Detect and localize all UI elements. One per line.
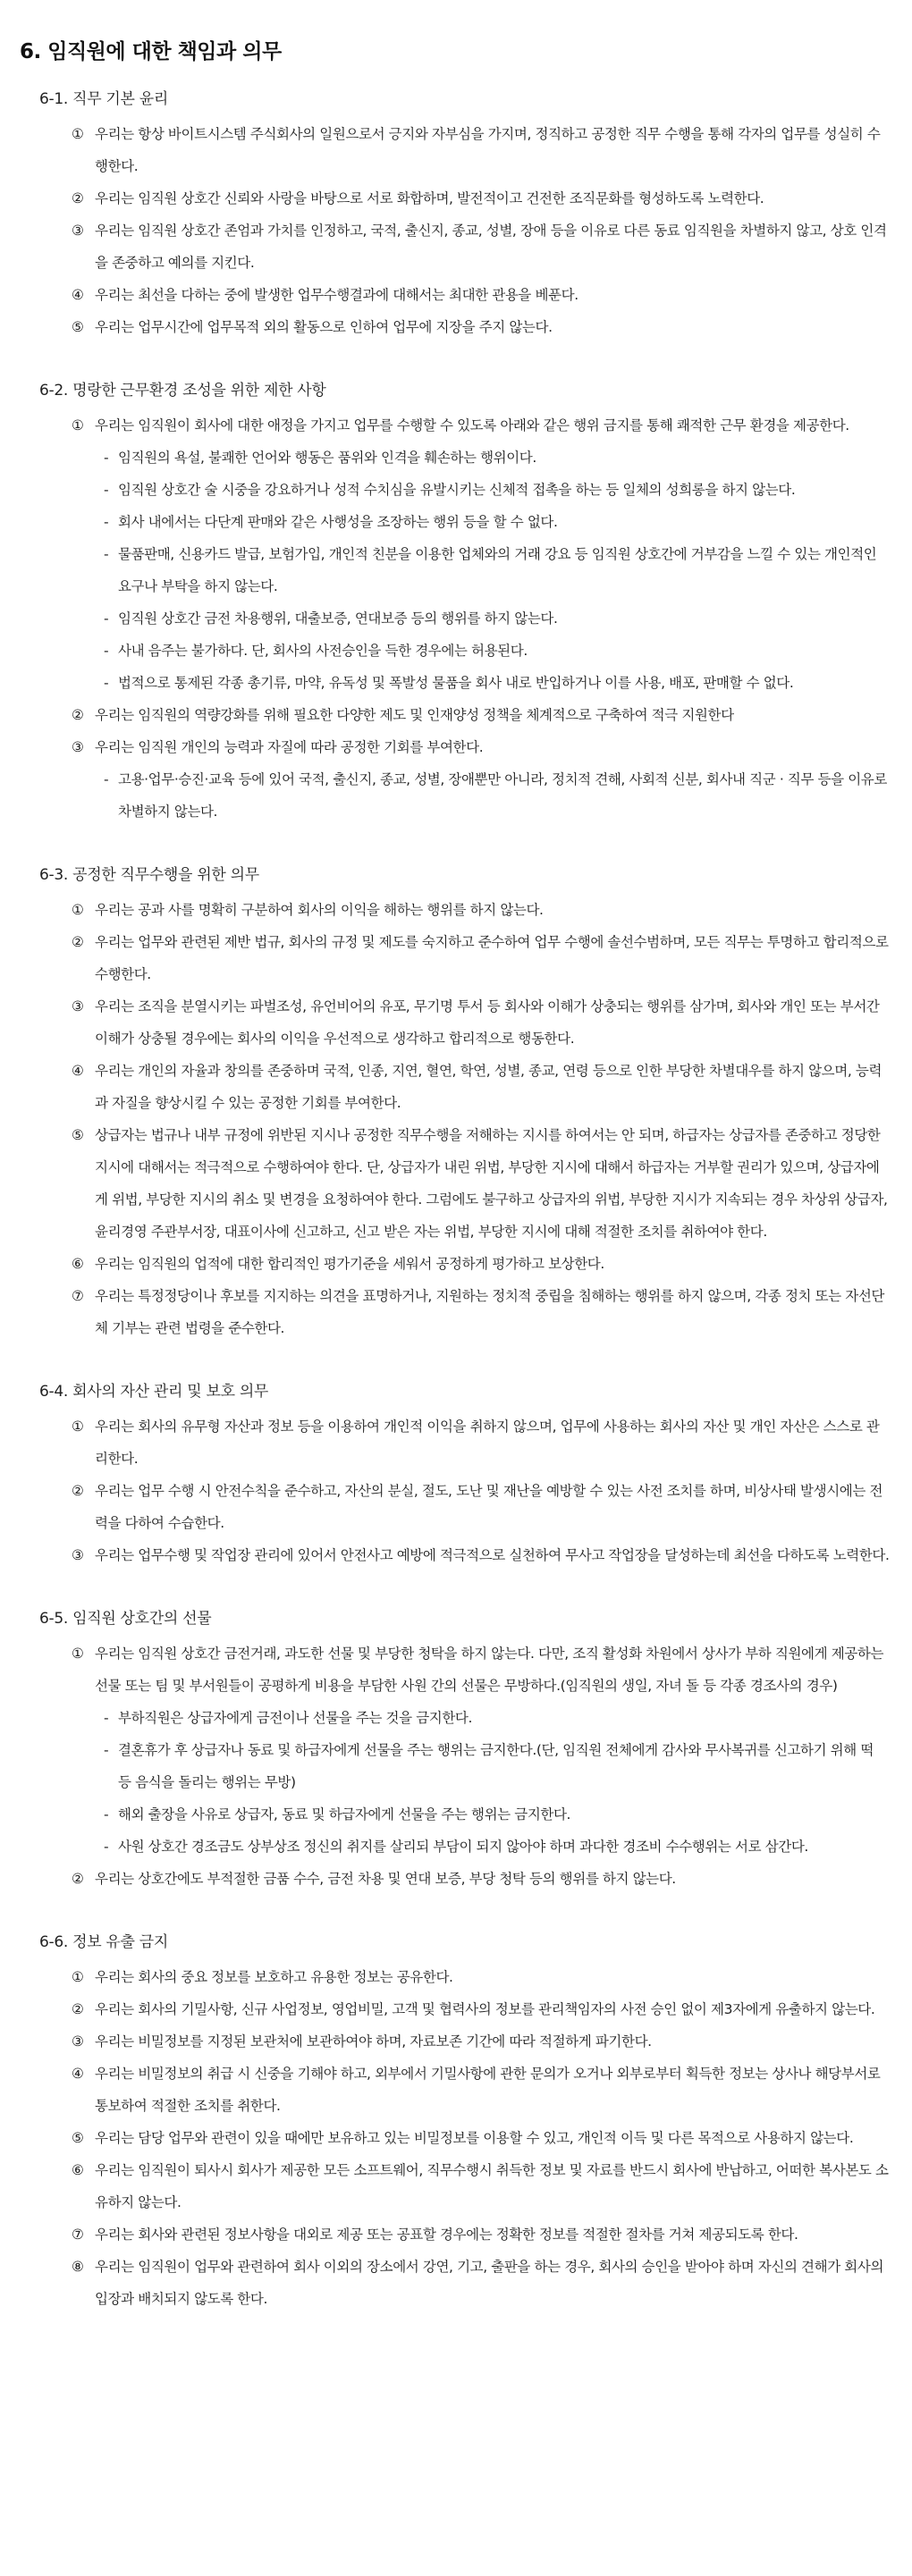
list-item [72, 182, 891, 215]
item-text: 우리는 비밀정보를 지정된 보관처에 보관하여야 하며, 자료보존 기간에 따라 적절하게 파기한다. [95, 2033, 652, 2050]
dash-bullet: - [104, 514, 109, 530]
section-title: 6-4. 회사의 자산 관리 및 보호 의무 [39, 1383, 269, 1401]
dash-bullet: - [104, 546, 109, 562]
list-item [72, 279, 891, 311]
list-item [72, 731, 891, 763]
dash-bullet: - [104, 1742, 109, 1758]
item-text: 우리는 특정정당이나 후보를 지지하는 의견을 표명하거나, 지원하는 정치적 중립을 침해하는 행위를 하지 않으며, 각종 정치 또는 자선단체 기부는 관련 법령을 준수한다. [95, 1288, 885, 1336]
list-item [72, 1539, 891, 1571]
sub-item-text: 회사 내에서는 다단계 판매와 같은 사행성을 조장하는 행위 등을 할 수 없다. [118, 514, 558, 530]
item-number: ② [72, 190, 84, 206]
sub-item-text: 임직원 상호간 금전 차용행위, 대출보증, 연대보증 등의 행위를 하지 않는다. [118, 610, 558, 627]
sub-item-text: 결혼휴가 후 상급자나 동료 및 하급자에게 선물을 주는 행위는 금지한다.(단, 임직원 전체에게 감사와 무사복귀를 신고하기 위해 떡 등 음식을 돌리는 행위는 무방) [118, 1742, 874, 1790]
section-title: 6-6. 정보 유출 금지 [39, 1933, 169, 1951]
sub-item [104, 667, 891, 699]
item-text: 상급자는 법규나 내부 규정에 위반된 지시나 공정한 직무수행을 저해하는 지시를 하여서는 안 되며, 하급자는 상급자를 존중하고 정당한 지시에 대해서는 적극적으로 수행하여야 한다. 단, 상급자가 내린 위법, 부당한 지시에 대해서 하급자는 거부할 권리가 있으며, 상급자에게 위법, 부당한 지시의 취소 및 변경을 요청하여야 한다. 그럼에도 불구하고 상급자의 위법, 부당한 지시가 지속되는 경우 차상위 상급자, 윤리경영 주관부서장, 대표이사에 신고하고, 신고 받은 자는 위법, 부당한 지시에 대해 적절한 조치를 취하여야 한다. [95, 1127, 888, 1240]
item-number: ⑥ [72, 1256, 84, 1272]
list-item [72, 2251, 891, 2315]
item-text: 우리는 최선을 다하는 중에 발생한 업무수행결과에 대해서는 최대한 관용을 베푼다. [95, 287, 578, 303]
page-title: 6. 임직원에 대한 책임과 의무 [20, 40, 282, 63]
sub-item [104, 602, 891, 635]
item-number: ④ [72, 2066, 84, 2082]
section-title: 6-5. 임직원 상호간의 선물 [39, 1610, 212, 1628]
dash-bullet: - [104, 643, 109, 659]
dash-bullet: - [104, 1839, 109, 1855]
item-number: ① [72, 417, 84, 434]
sub-item [104, 506, 891, 538]
list-item [72, 1637, 891, 1702]
list-item [72, 1993, 891, 2025]
item-text: 우리는 상호간에도 부적절한 금품 수수, 금전 차용 및 연대 보증, 부당 청탁 등의 행위를 하지 않는다. [95, 1871, 676, 1887]
item-number: ⑤ [72, 1127, 84, 1143]
dash-bullet: - [104, 450, 109, 466]
item-text: 우리는 업무시간에 업무목적 외의 활동으로 인하여 업무에 지장을 주지 않는다. [95, 319, 553, 335]
dash-bullet: - [104, 675, 109, 691]
sub-item-text: 해외 출장을 사유로 상급자, 동료 및 하급자에게 선물을 주는 행위는 금지한다. [118, 1806, 571, 1823]
section [20, 862, 891, 1344]
item-number: ② [72, 2001, 84, 2017]
list-item [72, 215, 891, 279]
item-text: 우리는 업무와 관련된 제반 법규, 회사의 규정 및 제도를 숙지하고 준수하여 업무 수행에 솔선수범하며, 모든 직무는 투명하고 합리적으로 수행한다. [95, 934, 889, 982]
sub-item-text: 부하직원은 상급자에게 금전이나 선물을 주는 것을 금지한다. [118, 1710, 473, 1726]
list-item [72, 1280, 891, 1344]
item-text: 우리는 비밀정보의 취급 시 신중을 기해야 하고, 외부에서 기밀사항에 관한 문의가 오거나 외부로부터 획득한 정보는 상사나 해당부서로 통보하여 적절한 조치를 취한다. [95, 2066, 881, 2114]
section-list [20, 86, 891, 2315]
sub-item [104, 763, 891, 828]
sub-item-text: 사원 상호간 경조금도 상부상조 정신의 취지를 살리되 부담이 되지 않아야 하며 과다한 경조비 수수행위는 서로 삼간다. [118, 1839, 808, 1855]
item-number: ⑤ [72, 319, 84, 335]
item-number: ⑥ [72, 2162, 84, 2178]
list-item [72, 990, 891, 1055]
item-number: ③ [72, 223, 84, 239]
sub-item [104, 1831, 891, 1863]
item-text: 우리는 업무수행 및 작업장 관리에 있어서 안전사고 예방에 적극적으로 실천하여 무사고 작업장을 달성하는데 최선을 다하도록 노력한다. [95, 1547, 890, 1563]
sub-item-text: 사내 음주는 불가하다. 단, 회사의 사전승인을 득한 경우에는 허용된다. [118, 643, 528, 659]
list-item [72, 2154, 891, 2218]
list-item [72, 1475, 891, 1539]
section [20, 1929, 891, 2315]
item-number: ① [72, 1969, 84, 1985]
item-number: ① [72, 126, 84, 142]
item-text: 우리는 공과 사를 명확히 구분하여 회사의 이익을 해하는 행위를 하지 않는다. [95, 902, 544, 918]
section [20, 1605, 891, 1895]
sub-item-text: 임직원의 욕설, 불쾌한 언어와 행동은 품위와 인격을 훼손하는 행위이다. [118, 450, 536, 466]
dash-bullet: - [104, 610, 109, 627]
section-title: 6-2. 명랑한 근무환경 조성을 위한 제한 사항 [39, 382, 326, 400]
item-number: ④ [72, 287, 84, 303]
dash-bullet: - [104, 771, 109, 787]
item-number: ③ [72, 998, 84, 1014]
list-item [72, 894, 891, 926]
list-item [72, 926, 891, 990]
item-number: ① [72, 902, 84, 918]
sub-item [104, 1734, 891, 1798]
item-number: ② [72, 934, 84, 950]
dash-bullet: - [104, 482, 109, 498]
section [20, 377, 891, 828]
list-item [72, 1055, 891, 1119]
item-number: ③ [72, 2033, 84, 2050]
list-item [72, 1410, 891, 1475]
sub-item [104, 442, 891, 474]
list-item [72, 311, 891, 343]
item-text: 우리는 임직원 상호간 금전거래, 과도한 선물 및 부당한 청탁을 하지 않는다. 다만, 조직 활성화 차원에서 상사가 부하 직원에게 제공하는 선물 또는 팀 및 부서원들이 공평하게 비용을 부담한 사원 간의 선물은 무방하다.(임직원의 생일, 자녀 돌 등 각종 경조사의 경우) [95, 1646, 884, 1694]
list-item [72, 2058, 891, 2122]
list-item [72, 2122, 891, 2154]
sub-item-text: 고용·업무·승진·교육 등에 있어 국적, 출신지, 종교, 성별, 장애뿐만 아니라, 정치적 견해, 사회적 신분, 회사내 직군 · 직무 등을 이유로 차별하지 않는다. [118, 771, 887, 820]
item-text: 우리는 회사의 기밀사항, 신규 사업정보, 영업비밀, 고객 및 협력사의 정보를 관리책임자의 사전 승인 없이 제3자에게 유출하지 않는다. [95, 2001, 875, 2017]
item-number: ③ [72, 739, 84, 755]
sub-item [104, 474, 891, 506]
item-text: 우리는 업무 수행 시 안전수칙을 준수하고, 자산의 분실, 절도, 도난 및 재난을 예방할 수 있는 사전 조치를 하며, 비상사태 발생시에는 전력을 다하여 수습한다. [95, 1483, 883, 1531]
item-number: ② [72, 707, 84, 723]
list-item [72, 699, 891, 731]
item-text: 우리는 임직원이 업무와 관련하여 회사 이외의 장소에서 강연, 기고, 출판을 하는 경우, 회사의 승인을 받아야 하며 자신의 견해가 회사의 입장과 배치되지 않도록 한다. [95, 2259, 884, 2307]
item-text: 우리는 임직원 개인의 능력과 자질에 따라 공정한 기회를 부여한다. [95, 739, 484, 755]
list-item [72, 2025, 891, 2058]
item-text: 우리는 임직원의 역량강화를 위해 필요한 다양한 제도 및 인재양성 정책을 체계적으로 구축하여 적극 지원한다 [95, 707, 734, 723]
item-text: 우리는 임직원의 업적에 대한 합리적인 평가기준을 세워서 공정하게 평가하고 보상한다. [95, 1256, 604, 1272]
list-item [72, 1248, 891, 1280]
item-text: 우리는 임직원 상호간 존엄과 가치를 인정하고, 국적, 출신지, 종교, 성별, 장애 등을 이유로 다른 동료 임직원을 차별하지 않고, 상호 인격을 존중하고 예의를 지킨다. [95, 223, 887, 271]
dash-bullet: - [104, 1710, 109, 1726]
item-number: ⑧ [72, 2259, 84, 2275]
list-item [72, 2218, 891, 2251]
sub-item-text: 임직원 상호간 술 시중을 강요하거나 성적 수치심을 유발시키는 신체적 접촉을 하는 등 일체의 성희롱을 하지 않는다. [118, 482, 796, 498]
item-text: 우리는 조직을 분열시키는 파벌조성, 유언비어의 유포, 무기명 투서 등 회사와 이해가 상충되는 행위를 삼가며, 회사와 개인 또는 부서간 이해가 상충될 경우에는 회사의 이익을 우선적으로 생각하고 합리적으로 행동한다. [95, 998, 880, 1047]
list-item [72, 1119, 891, 1248]
item-text: 우리는 임직원 상호간 신뢰와 사랑을 바탕으로 서로 화합하며, 발전적이고 건전한 조직문화를 형성하도록 노력한다. [95, 190, 764, 206]
sub-item-text: 법적으로 통제된 각종 총기류, 마약, 유독성 및 폭발성 물품을 회사 내로 반입하거나 이를 사용, 배포, 판매할 수 없다. [118, 675, 794, 691]
item-text: 우리는 항상 바이트시스템 주식회사의 일원으로서 긍지와 자부심을 가지며, 정직하고 공정한 직무 수행을 통해 각자의 업무를 성실히 수행한다. [95, 126, 881, 174]
item-text: 우리는 회사와 관련된 정보사항을 대외로 제공 또는 공표할 경우에는 정확한 정보를 적절한 절차를 거쳐 제공되도록 한다. [95, 2227, 798, 2243]
item-number: ⑦ [72, 1288, 84, 1304]
item-number: ② [72, 1483, 84, 1499]
section-title: 6-1. 직무 기본 윤리 [39, 90, 169, 108]
sub-item [104, 1702, 891, 1734]
item-number: ④ [72, 1063, 84, 1079]
list-item [72, 409, 891, 442]
section-title: 6-3. 공정한 직무수행을 위한 의무 [39, 866, 259, 884]
list-item [72, 1961, 891, 1993]
sub-item [104, 1798, 891, 1831]
section [20, 86, 891, 343]
sub-item-text: 물품판매, 신용카드 발급, 보험가입, 개인적 친분을 이용한 업체와의 거래 강요 등 임직원 상호간에 거부감을 느낄 수 있는 개인적인 요구나 부탁을 하지 않는다. [118, 546, 877, 594]
list-item [72, 118, 891, 182]
item-text: 우리는 담당 업무와 관련이 있을 때에만 보유하고 있는 비밀정보를 이용할 수 있고, 개인적 이득 및 다른 목적으로 사용하지 않는다. [95, 2130, 854, 2146]
section [20, 1378, 891, 1571]
item-text: 우리는 임직원이 퇴사시 회사가 제공한 모든 소프트웨어, 직무수행시 취득한 정보 및 자료를 반드시 회사에 반납하고, 어떠한 복사본도 소유하지 않는다. [95, 2162, 889, 2210]
item-text: 우리는 임직원이 회사에 대한 애정을 가지고 업무를 수행할 수 있도록 아래와 같은 행위 금지를 통해 쾌적한 근무 환경을 제공한다. [95, 417, 849, 434]
item-number: ① [72, 1418, 84, 1435]
item-number: ⑤ [72, 2130, 84, 2146]
item-text: 우리는 회사의 중요 정보를 보호하고 유용한 정보는 공유한다. [95, 1969, 453, 1985]
item-number: ⑦ [72, 2227, 84, 2243]
item-number: ③ [72, 1547, 84, 1563]
sub-item [104, 635, 891, 667]
item-text: 우리는 회사의 유무형 자산과 정보 등을 이용하여 개인적 이익을 취하지 않으며, 업무에 사용하는 회사의 자산 및 개인 자산은 스스로 관리한다. [95, 1418, 880, 1467]
item-number: ② [72, 1871, 84, 1887]
dash-bullet: - [104, 1806, 109, 1823]
item-number: ① [72, 1646, 84, 1662]
sub-item [104, 538, 891, 602]
list-item [72, 1863, 891, 1895]
item-text: 우리는 개인의 자율과 창의를 존중하며 국적, 인종, 지연, 혈연, 학연, 성별, 종교, 연령 등으로 인한 부당한 차별대우를 하지 않으며, 능력과 자질을 향상시킬 수 있는 공정한 기회를 부여한다. [95, 1063, 882, 1111]
